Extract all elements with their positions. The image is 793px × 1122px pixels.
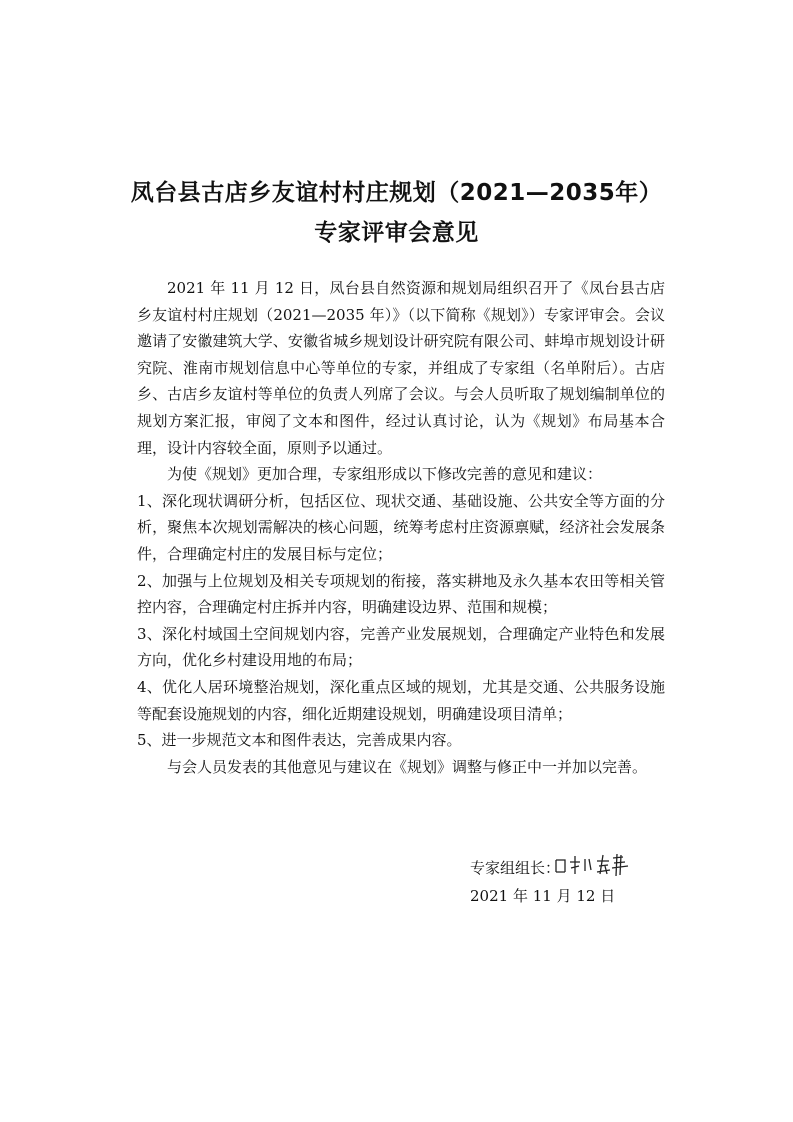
suggestions-lead: 为使《规划》更加合理，专家组形成以下修改完善的意见和建议：	[167, 465, 603, 484]
suggestion-item-2: 2、加强与上位规划及相关专项规划的衔接，落实耕地及永久基本农田等相关管控内容，合理确定村庄拆并内容，明确建设边界、范围和规模；	[137, 571, 665, 617]
document-subtitle: 专家评审会意见	[314, 220, 479, 246]
suggestion-item-1: 1、深化现状调研分析，包括区位、现状交通、基础设施、公共安全等方面的分析，聚焦本次规划需解决的核心问题，统筹考虑村庄资源禀赋，经济社会发展条件，合理确定村庄的发展目标与定位；	[137, 491, 665, 563]
signature-date: 2021 年 11 月 12 日	[470, 887, 616, 905]
closing-paragraph: 与会人员发表的其他意见与建议在《规划》调整与修正中一并加以完善。	[167, 757, 648, 776]
document-title: 凤台县古店乡友谊村村庄规划（2021—2035年）	[130, 180, 663, 206]
suggestion-item-3: 3、深化村域国土空间规划内容，完善产业发展规划，合理确定产业特色和发展方向，优化乡村建设用地的布局；	[137, 624, 665, 670]
handwritten-signature	[553, 852, 631, 878]
suggestion-item-4: 4、优化人居环境整治规划，深化重点区域的规划，尤其是交通、公共服务设施等配套设施规划的内容，细化近期建设规划，明确建设项目清单；	[137, 677, 665, 723]
intro-paragraph: 2021 年 11 月 12 日，凤台县自然资源和规划局组织召开了《凤台县古店乡友谊村村庄规划（2021—2035 年）》（以下简称《规划》）专家评审会。会议邀请了安徽建筑大学、安徽省城乡规划设计研究院有限公司、蚌埠市规划设计研究院、淮南市规划信息中心等单位的专家，并组成了专家组（名单附后）。古店乡、古店乡友谊村等单位的负责人列席了会议。与会人员听取了规划编制单位的规划方案汇报，审阅了文本和图件，经过认真讨论，认为《规划》布局基本合理，设计内容较全面，原则予以通过。	[137, 279, 665, 457]
suggestion-item-5: 5、进一步规范文本和图件表达，完善成果内容。	[137, 731, 462, 750]
signature-label: 专家组组长：	[470, 859, 561, 877]
document-body	[137, 275, 665, 780]
